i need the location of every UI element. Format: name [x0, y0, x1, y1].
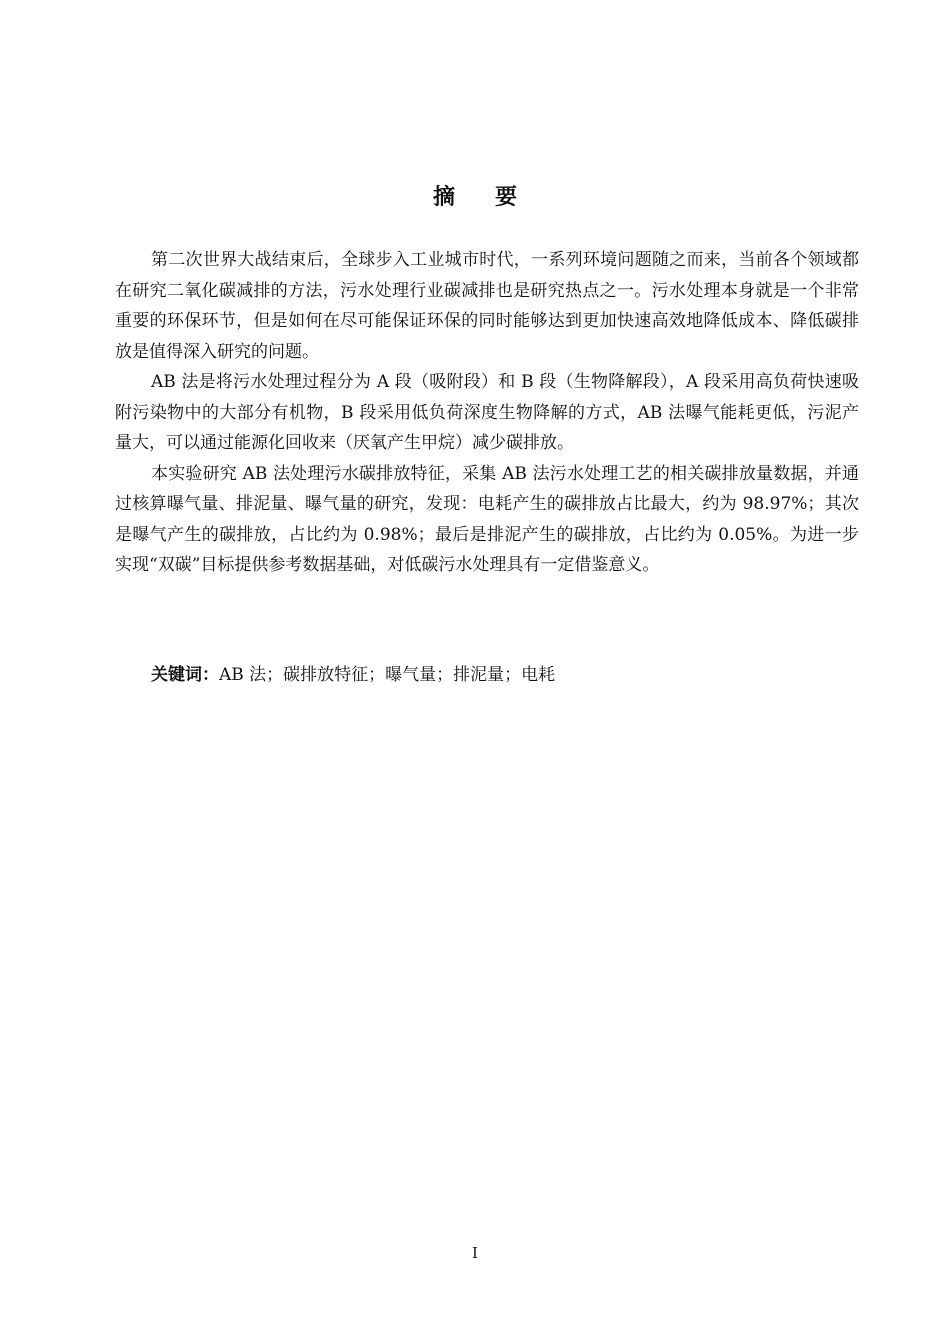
abstract-title: 摘要 — [432, 185, 557, 210]
page-number: I — [472, 1244, 478, 1262]
abstract-paragraph-2: AB 法是将污水处理过程分为 A 段（吸附段）和 B 段（生物降解段），A 段采用高负荷快速吸附污染物中的大部分有机物，B 段采用低负荷深度生物降解的方式，AB 法曝气能耗更低，污泥产量大，可以通过能源化回收来（厌氧产生甲烷）减少碳排放。 — [115, 372, 859, 453]
abstract-paragraph-3: 本实验研究 AB 法处理污水碳排放特征，采集 AB 法污水处理工艺的相关碳排放量数据，并通过核算曝气量、排泥量、曝气量的研究，发现：电耗产生的碳排放占比最大，约为 98.97%；其次是曝气产生的碳排放，占比约为 0.98%；最后是排泥产生的碳排放，占比约为 0.05%。为进一步实现“双碳”目标提供参考数据基础，对低碳污水处理具有一定借鉴意义。 — [115, 463, 859, 575]
keywords-line — [151, 660, 851, 690]
keywords-text: AB 法；碳排放特征；曝气量；排泥量；电耗 — [219, 665, 556, 685]
abstract-body — [115, 245, 859, 581]
keywords-label: 关键词： — [151, 665, 219, 685]
abstract-paragraph-1: 第二次世界大战结束后，全球步入工业城市时代，一系列环境问题随之而来，当前各个领域都在研究二氧化碳减排的方法，污水处理行业碳减排也是研究热点之一。污水处理本身就是一个非常重要的环保环节，但是如何在尽可能保证环保的同时能够达到更加快速高效地降低成本、降低碳排放是值得深入研究的问题。 — [115, 250, 859, 362]
